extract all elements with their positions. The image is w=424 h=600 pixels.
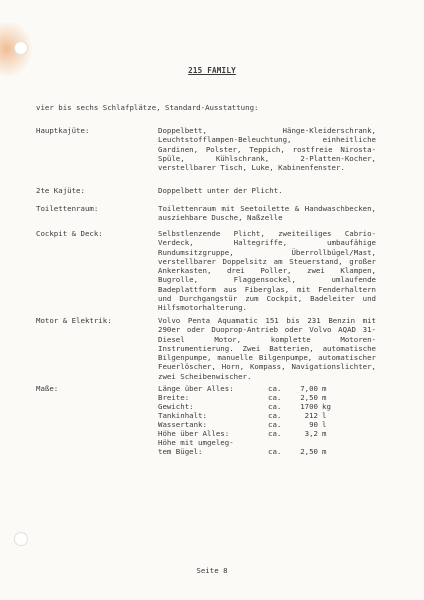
dimension-row [158,438,378,447]
dimension-value: 2,50 [300,393,318,402]
section-label-zweite-kajuete: 2te Kajüte: [36,186,85,195]
dimension-unit: l [322,420,327,429]
dimension-unit: m [322,384,327,393]
dimension-value: 7,00 [300,384,318,393]
dimension-name: tem Bügel: [158,447,203,456]
page-title: 215 FAMILY [188,66,236,75]
dimension-row [158,393,378,402]
dimension-row [158,429,378,438]
section-label-cockpit-deck: Cockpit & Deck: [36,229,103,238]
dimension-approx: ca. [268,393,282,402]
intro-text: vier bis sechs Schlafplätze, Standard-Ausstattung: [36,103,259,112]
section-label-masse: Maße: [36,384,59,393]
dimension-approx: ca. [268,447,282,456]
dimension-row [158,411,378,420]
dimension-approx: ca. [268,384,282,393]
dimension-name: Länge über Alles: [158,384,234,393]
dimension-row [158,447,378,456]
dimension-approx: ca. [268,411,282,420]
dimension-row [158,420,378,429]
dimension-name: Wassertank: [158,420,207,429]
dimension-row [158,384,378,393]
dimension-name: Breite: [158,393,190,402]
dimension-value: 1700 [300,402,318,411]
punch-hole-top [14,41,28,55]
dimension-value: 90 [309,420,318,429]
section-label-toilettenraum: Toilettenraum: [36,204,99,213]
dimension-unit: l [322,411,327,420]
dimension-approx: ca. [268,420,282,429]
punch-hole-bottom [14,532,28,546]
dimension-value: 3,2 [304,429,318,438]
section-text-cockpit-deck: Selbstlenzende Plicht, zweiteiliges Cabrio-Verdeck, Haltegriffe, umbaufähige Rundumsitzgruppe, Überrollbügel/Mast, verstellbarer Doppelsitz am Steuerstand, großer Ankerkasten, drei Poller, zwei Klampen, Bugrolle, Flaggensockel, umlaufende Badeplattform aus Fiberglas, mit Fenderhaltern und Durchgangstür zum Cockpit, Badeleiter und Hilfsmotorhalterung. [158,229,376,313]
dimension-name: Höhe über Alles: [158,429,230,438]
section-text-zweite-kajuete: Doppelbett unter der Plicht. [158,186,283,195]
dimension-unit: m [322,393,327,402]
dimension-unit: m [322,429,327,438]
dimension-approx: ca. [268,429,282,438]
dimension-unit: m [322,447,327,456]
dimension-unit: kg [322,402,331,411]
section-text-toilettenraum: Toilettenraum mit Seetoilette & Handwaschbecken, ausziehbare Dusche, Naßzelle [158,204,376,223]
dimension-name: Tankinhalt: [158,411,207,420]
dimension-name: Gewicht: [158,402,194,411]
page-number: Seite 8 [196,566,228,575]
section-text-motor-elektrik: Volvo Penta Aquamatic 151 bis 231 Benzin mit 290er oder Duoprop-Antrieb oder Volvo AQAD 31-Diesel Motor, komplette Motoren-Instrumentierung. Zwei Batterien, automatische Bilgenpumpe, manuelle Bilgenpumpe, automatischer Feuerlöscher, Horn, Kompass, Navigationslichter, zwei Scheibenwischer. [158,316,376,381]
section-label-hauptkajuete: Hauptkajüte: [36,126,90,135]
dimension-row [158,402,378,411]
dimension-value: 212 [304,411,318,420]
dimension-value: 2,50 [300,447,318,456]
section-text-hauptkajuete: Doppelbett, Hänge-Kleiderschrank, Leuchtstofflampen-Beleuchtung, einheitliche Gardinen, Polster, Teppich, rostfreie Nirosta-Spüle, Kühlschrank, 2-Platten-Kocher, verstellbarer Tisch, Luke, Kabinenfenster. [158,126,376,173]
section-label-motor-elektrik: Motor & Elektrik: [36,316,112,325]
dimension-approx: ca. [268,402,282,411]
dimension-name: Höhe mit umgeleg- [158,438,234,447]
